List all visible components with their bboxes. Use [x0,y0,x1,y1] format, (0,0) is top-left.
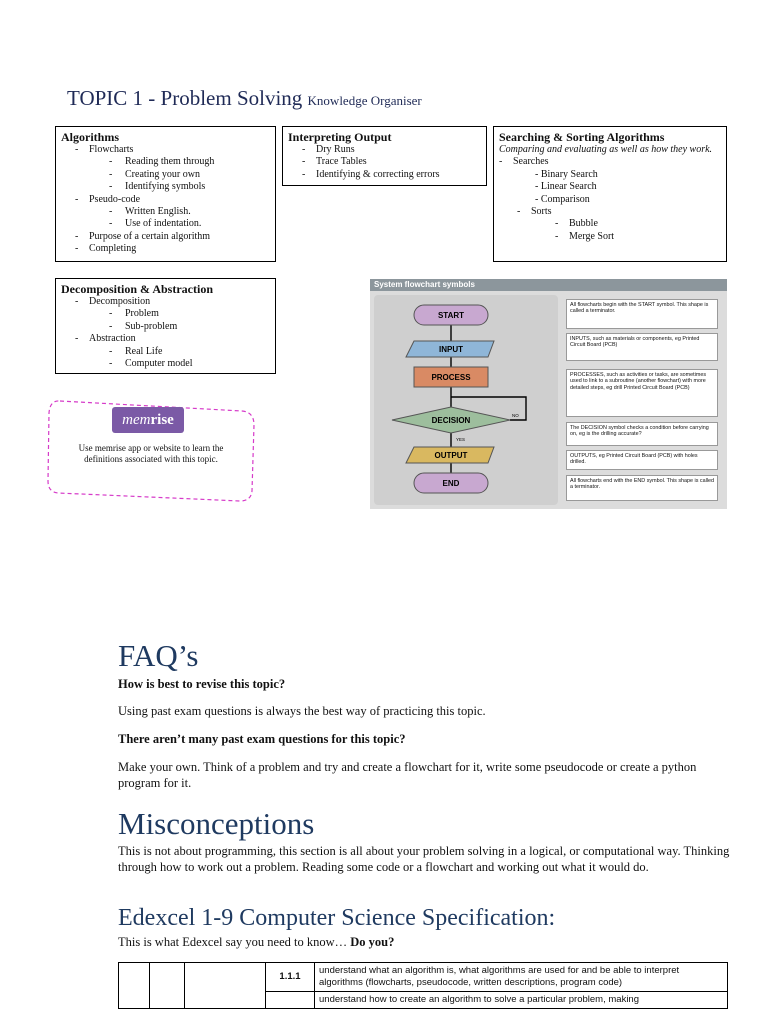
list-item: - Dry Runs [302,144,355,155]
list-item-label: Decomposition [89,296,151,307]
end-label: END [442,479,460,488]
spec-heading: Edexcel 1-9 Computer Science Specification: [118,905,556,931]
sorting-intro: Comparing and evaluating as well as how they work. [499,144,713,155]
list-item-label: Pseudo-code [89,193,141,205]
note-process: PROCESSES, such as activities or tasks, are sometimes used to link to a subroutine (another flowchart) with more detailed steps, eg drill Printed Circuit Board (PCB) [566,369,718,417]
sorting-heading: Searching & Sorting Algorithms [499,130,665,144]
list-item-label: Purpose of a certain algorithm [89,230,211,242]
table-row [119,963,728,992]
list-item: - Searches [499,156,549,168]
no-label: NO [512,413,519,418]
list-item-label: Merge Sort [569,230,615,242]
list-item: - Use of indentation. [109,218,202,230]
list-item-label: Completing [89,243,137,255]
faq-question: How is best to revise this topic? [118,677,286,691]
list-item-label: Sorts [531,206,552,218]
memrise-callout [46,397,256,503]
page-title [67,86,422,111]
decision-label: DECISION [431,416,471,425]
list-item-label: Identifying symbols [125,181,206,193]
output-heading: Interpreting Output [288,130,392,144]
list-item: - Identifying symbols [109,181,206,193]
table-cell [185,963,266,1009]
decomposition-heading: Decomposition & Abstraction [61,282,213,296]
list-item: - Creating your own [109,168,200,180]
note-end: All flowcharts end with the END symbol. This shape is called a terminator. [566,475,718,501]
list-item: - Pseudo-code [75,193,141,205]
memrise-text: Use memrise app or website to learn the definitions associated with this topic. [78,443,224,464]
algorithms-box [55,126,276,262]
interpreting-output-box [282,126,487,186]
list-item: - Binary Search [535,168,598,180]
faq-answer: Using past exam questions is always the best way of practicing this topic. [118,704,486,718]
spec-code [266,992,315,1009]
list-item-label: Problem [125,308,159,320]
note-output: OUTPUTS, eg Printed Circuit Board (PCB) with holes drilled. [566,450,718,470]
searching-sorting-box [493,126,727,262]
flowchart-figure [370,279,727,509]
list-item-label: Written English. [125,206,191,218]
list-item: - Abstraction [75,333,136,345]
output-label: OUTPUT [434,451,468,460]
list-item: - Sub-problem [109,320,178,332]
yes-label: YES [456,437,466,442]
table-cell [150,963,185,1009]
list-item: - Merge Sort [555,230,615,242]
list-item: - Reading them through [109,156,215,168]
note-input: INPUTS, such as materials or components, eg Printed Circuit Board (PCB) [566,333,718,361]
spec-table [118,962,728,1009]
note-start: All flowcharts begin with the START symbol. This shape is called a terminator. [566,299,718,329]
list-item: - Identifying & correcting errors [302,168,440,180]
list-item-label: Real Life [125,345,163,357]
list-item-label: Bubble [569,218,598,230]
note-decision: The DECISION symbol checks a condition before carrying on, eg is the drilling accurate? [566,422,718,446]
list-item: - Written English. [109,206,191,218]
input-label: INPUT [439,345,463,354]
list-item: - Problem [109,308,159,320]
logo-light: mem [122,412,151,428]
list-item: - Bubble [555,218,598,230]
list-item: - Computer model [109,358,193,370]
list-item-label: Reading them through [125,156,215,168]
start-label: START [437,311,465,320]
title-text: TOPIC 1 - Problem Solving [67,86,303,110]
list-item-label: Sub-problem [125,320,178,332]
list-item-label: Creating your own [125,168,200,180]
process-label: PROCESS [431,373,471,382]
list-item: - Purpose of a certain algorithm [75,230,211,242]
faq-question: There aren’t many past exam questions for this topic? [118,732,406,746]
spec-code: 1.1.1 [266,963,315,992]
memrise-logo[interactable] [112,407,184,433]
list-item-label: Searches [513,156,549,168]
misconceptions-heading: Misconceptions [118,806,315,841]
list-item-label: Dry Runs [316,144,355,155]
list-item: - Completing [75,243,137,255]
table-cell [119,963,150,1009]
faq-heading: FAQ’s [118,638,199,673]
list-item-label: Computer model [125,358,193,370]
title-subtitle: Knowledge Organiser [307,93,422,108]
flowchart-title: System flowchart symbols [370,279,727,291]
list-item: - Comparison [535,193,590,205]
list-item: - Flowcharts [75,144,134,155]
decomposition-box [55,278,276,374]
list-item: - Sorts [517,206,552,218]
algorithms-heading: Algorithms [61,130,119,144]
list-item-label: Use of indentation. [125,218,202,230]
list-item-label: Abstraction [89,333,136,345]
list-item-label: Identifying & correcting errors [316,168,440,180]
logo-bold: rise [150,412,174,428]
list-item-label: Trace Tables [316,156,367,168]
list-item: - Real Life [109,345,163,357]
spec-text: understand what an algorithm is, what algorithms are used for and be able to interpret algorithms (flowcharts, pseudocode, written descriptions, program code) [315,963,728,992]
list-item: - Linear Search [535,181,597,193]
spec-intro [118,934,738,950]
list-item: - Trace Tables [302,156,367,168]
spec-intro-text: This is what Edexcel say you need to know… [118,935,351,949]
spec-text: understand how to create an algorithm to solve a particular problem, making [315,992,728,1009]
list-item: - Decomposition [75,296,151,307]
spec-intro-bold: Do you? [350,935,395,949]
faq-answer: Make your own. Think of a problem and try and create a flowchart for it, write some pseudocode or create a python program for it. [118,760,697,790]
misconceptions-text: This is not about programming, this section is all about your problem solving in a logical, or computational way. Thinking through how to work out a problem. Reading some code or a flowchart and working out what it would do. [118,844,730,874]
list-item-label: Flowcharts [89,144,134,155]
